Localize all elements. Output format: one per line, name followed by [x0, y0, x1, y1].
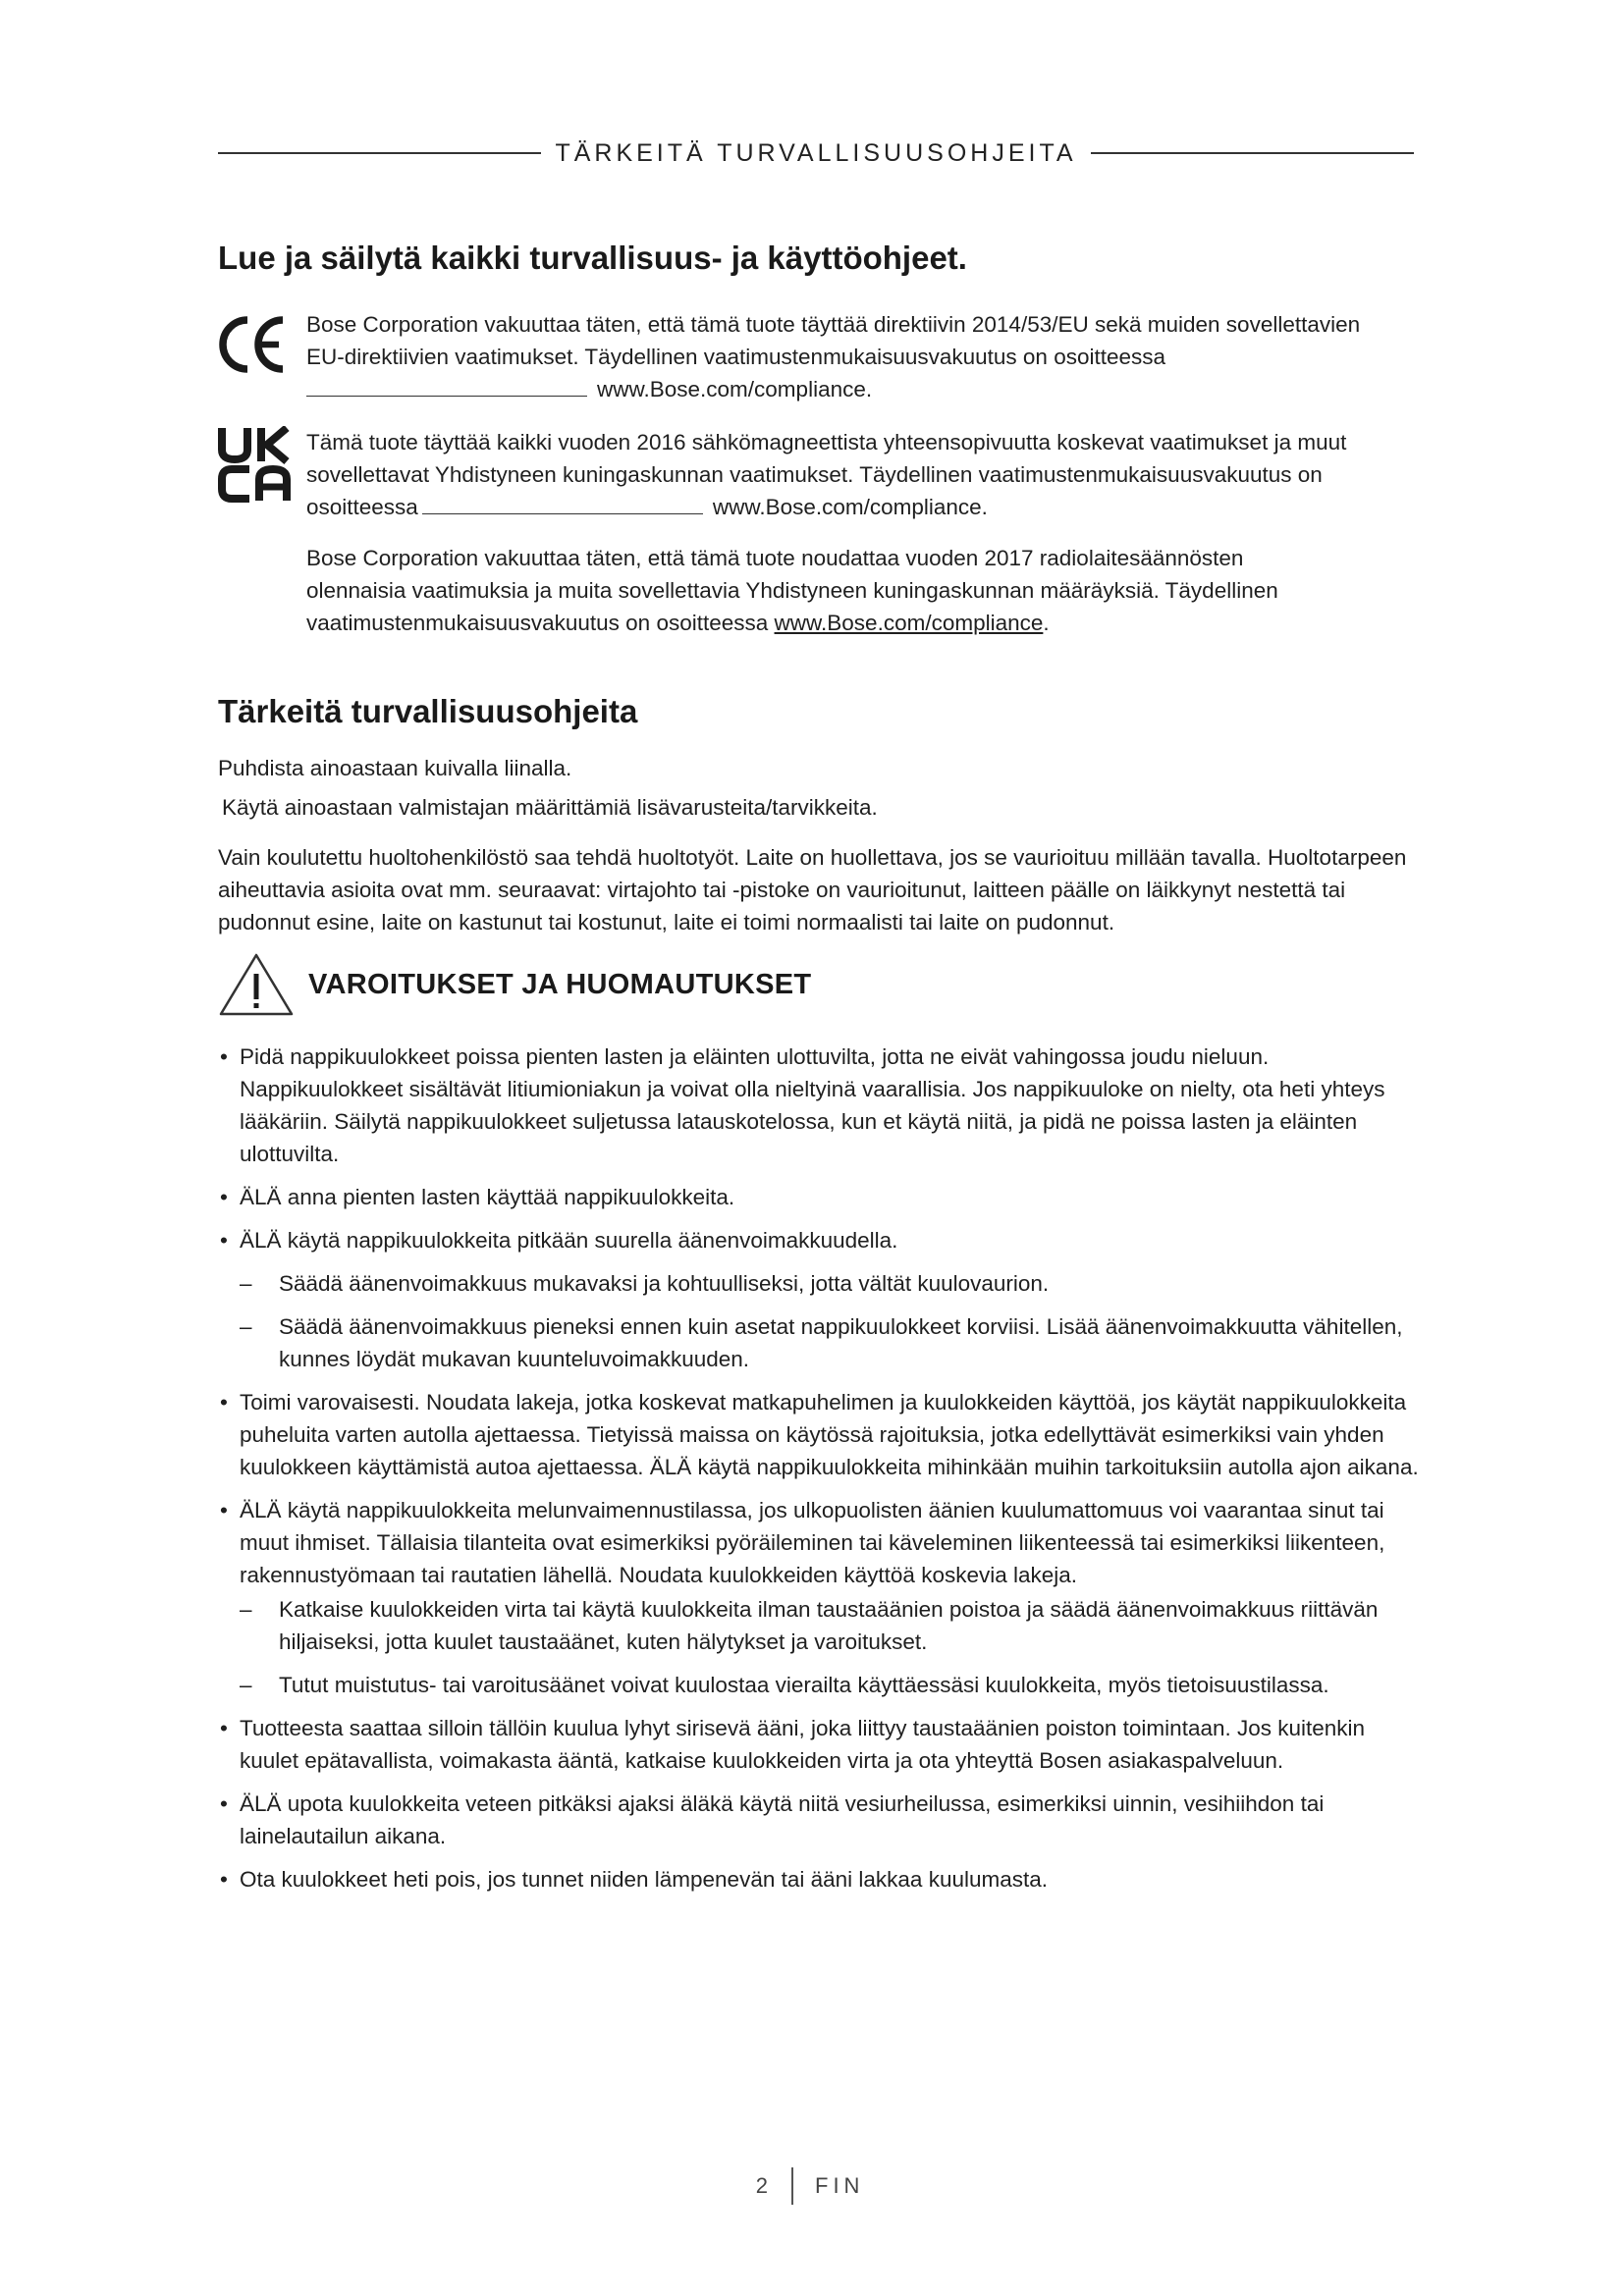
- warning-text: Tuotteesta saattaa silloin tällöin kuulua lyhyt sirisevä ääni, joka liittyy taustaäänien poiston toimintaan. Jos kuitenkin kuulet epätavallista, voimakasta ääntä, katkaise kuulokkeiden virta ja ota yhteyttä Bosen asiakaspalveluun.: [240, 1716, 1366, 1773]
- safety-para-1: Puhdista ainoastaan kuivalla liinalla.: [218, 756, 572, 780]
- bullet: •: [220, 1716, 228, 1740]
- footer-separator: [791, 2167, 793, 2205]
- header-rule-right: [1091, 152, 1414, 154]
- ukca-mark-icon: [218, 426, 291, 503]
- warning-text: Pidä nappikuulokkeet poissa pienten lasten ja eläinten ulottuvilta, jotta ne eivät vahingossa joudu nieluun. Nappikuulokkeet sisältävät litiumioniakun ja voivat olla nieltyinä vaarallisia. Jos nappikuuloke on nielty, ota heti yhteys lääkäriin. Säilytä nappikuulokkeet suljetussa latauskotelossa, kun et käytä niitä, ja pidä ne poissa lasten ja eläinten ulottuvilta.: [240, 1044, 1385, 1166]
- compliance-link[interactable]: www.Bose.com/compliance: [774, 611, 1044, 635]
- warning-text: Ota kuulokkeet heti pois, jos tunnet niiden lämpenevän tai ääni lakkaa kuulumasta.: [240, 1867, 1049, 1892]
- bullet: •: [220, 1044, 228, 1069]
- radio-line-3: [306, 607, 1426, 639]
- ce-url: www.Bose.com/compliance.: [597, 377, 873, 401]
- warning-text: ÄLÄ käytä nappikuulokkeita melunvaimennustilassa, jos ulkopuolisten äänien kuulumattomuus voi vaarantaa sinut tai muut ihmiset. Tällaisia tilanteita ovat esimerkiksi pyöräileminen tai käveleminen liikenteessä tai esimerkiksi liikenteen, rakennustyömaan tai rautatien lähellä. Noudata kuulokkeiden käyttöä koskevia lakeja.: [240, 1498, 1385, 1587]
- ukca-declaration: [306, 426, 1426, 523]
- warning-text: ÄLÄ käytä nappikuulokkeita pitkään suurella äänenvoimakkuudella.: [240, 1228, 898, 1253]
- bullet: •: [220, 1185, 228, 1209]
- radio-suffix: .: [1043, 611, 1050, 635]
- ce-mark-icon: [218, 314, 287, 375]
- warning-subitem: [240, 1310, 1428, 1375]
- warning-subtext: Säädä äänenvoimakkuus pieneksi ennen kuin asetat nappikuulokkeet korviisi. Lisää äänenvoimakkuutta vähitellen, kunnes löydät mukavan kuunteluvoimakkuuden.: [279, 1314, 1403, 1371]
- warnings-title: VAROITUKSET JA HUOMAUTUKSET: [308, 968, 812, 1000]
- warning-item: [218, 1181, 1428, 1213]
- ce-line-3: [306, 373, 1426, 405]
- ce-blank-line: [306, 374, 587, 397]
- radio-prefix: vaatimustenmukaisuusvakuutus on osoitteessa: [306, 611, 769, 635]
- page-footer: [0, 2167, 1624, 2205]
- bullet: •: [220, 1390, 228, 1415]
- bullet: •: [220, 1867, 228, 1892]
- bullet: •: [220, 1791, 228, 1816]
- ukca-prefix: osoitteessa: [306, 495, 418, 519]
- bullet: •: [220, 1228, 228, 1253]
- header-title: TÄRKEITÄ TURVALLISUUSOHJEITA: [555, 138, 1077, 167]
- warning-triangle-icon: [218, 952, 295, 1017]
- warning-item: [218, 1863, 1428, 1896]
- ukca-line-2: sovellettavat Yhdistyneen kuningaskunnan vaatimukset. Täydellinen vaatimustenmukaisuusvakuutus on: [306, 462, 1323, 487]
- warning-subitem: [240, 1669, 1428, 1701]
- ukca-line-1: Tämä tuote täyttää kaikki vuoden 2016 sähkömagneettista yhteensopivuutta koskevat vaatimukset ja muut: [306, 430, 1347, 454]
- safety-para-3: Vain koulutettu huoltohenkilöstö saa tehdä huoltotyöt. Laite on huollettava, jos se vaurioituu millään tavalla. Huoltotarpeen aiheuttavia asioita ovat mm. seuraavat: virtajohto tai -pistoke on vaurioitunut, laitteen päälle on läikkynyt nestettä tai pudonnut esine, laite on kastunut tai kostunut, laite ei toimi normaalisti tai laite on pudonnut.: [218, 845, 1407, 934]
- dash: –: [240, 1271, 252, 1296]
- page-number: 2: [755, 2173, 770, 2198]
- radio-declaration: [306, 542, 1426, 639]
- warning-subitem: [240, 1267, 1428, 1300]
- warning-subtext: Säädä äänenvoimakkuus mukavaksi ja kohtuulliseksi, jotta vältät kuulovaurion.: [279, 1271, 1050, 1296]
- warning-item: [218, 1386, 1428, 1483]
- warning-text: ÄLÄ upota kuulokkeita veteen pitkäksi ajaksi äläkä käytä niitä vesiurheilussa, esimerkiksi uinnin, vesihiihdon tai lainelautailun aikana.: [240, 1791, 1325, 1848]
- dash: –: [240, 1314, 252, 1339]
- warning-item: [218, 1788, 1428, 1852]
- warning-item: [218, 1224, 1428, 1256]
- ce-declaration: [306, 308, 1426, 405]
- ukca-line-3: [306, 491, 1426, 523]
- warning-item: [218, 1041, 1428, 1170]
- dash: –: [240, 1673, 252, 1697]
- language-code: FIN: [815, 2173, 865, 2198]
- warnings-header: [218, 950, 811, 1019]
- dash: –: [240, 1597, 252, 1622]
- bullet: •: [220, 1498, 228, 1522]
- ce-line-1: Bose Corporation vakuuttaa täten, että tämä tuote täyttää direktiivin 2014/53/EU sekä muiden sovellettavien: [306, 312, 1361, 337]
- warning-item: [218, 1712, 1428, 1777]
- header-rule-left: [218, 152, 541, 154]
- ukca-url: www.Bose.com/compliance.: [712, 495, 988, 519]
- warnings-list: [218, 1041, 1428, 1906]
- warning-subitem: [240, 1593, 1428, 1658]
- radio-line-2: olennaisia vaatimuksia ja muita sovellettavia Yhdistyneen kuningaskunnan määräyksiä. Täydellinen: [306, 578, 1278, 603]
- warning-subtext: Tutut muistutus- tai varoitusäänet voivat kuulostaa vierailta käyttäessäsi kuulokkeita, myös tietoisuustilassa.: [279, 1673, 1329, 1697]
- warning-subtext: Katkaise kuulokkeiden virta tai käytä kuulokkeita ilman taustaäänien poistoa ja säädä äänenvoimakkuus riittävän hiljaiseksi, jotta kuulet taustaäänet, kuten hälytykset ja varoitukset.: [279, 1597, 1379, 1654]
- radio-line-1: Bose Corporation vakuuttaa täten, että tämä tuote noudattaa vuoden 2017 radiolaitesäännösten: [306, 546, 1244, 570]
- main-heading: Lue ja säilytä kaikki turvallisuus- ja käyttöohjeet.: [218, 240, 967, 276]
- warning-text: Toimi varovaisesti. Noudata lakeja, jotka koskevat matkapuhelimen ja kuulokkeiden käyttöä, jos käytät nappikuulokkeita puheluita varten autolla ajettaessa. Tietyissä maissa on käytössä rajoituksia, jotka edellyttävät esimerkiksi vain yhden kuulokkeen käyttämistä autoa ajettaessa. ÄLÄ käytä nappikuulokkeita mihinkään muihin tarkoituksiin autolla ajon aikana.: [240, 1390, 1419, 1479]
- safety-heading: Tärkeitä turvallisuusohjeita: [218, 693, 638, 729]
- page-header: [218, 133, 1414, 173]
- ukca-blank-line: [422, 492, 703, 514]
- safety-para-2: Käytä ainoastaan valmistajan määrittämiä lisävarusteita/tarvikkeita.: [222, 795, 878, 820]
- warning-item: [218, 1494, 1428, 1591]
- ce-line-2: EU-direktiivien vaatimukset. Täydellinen vaatimustenmukaisuusvakuutus on osoitteessa: [306, 345, 1166, 369]
- warning-text: ÄLÄ anna pienten lasten käyttää nappikuulokkeita.: [240, 1185, 735, 1209]
